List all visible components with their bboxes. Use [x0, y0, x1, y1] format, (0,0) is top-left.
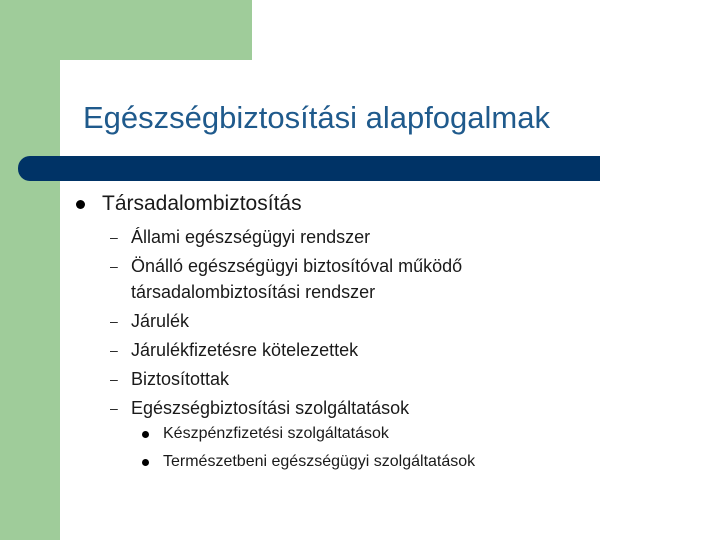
sub-bullet-item [110, 224, 560, 250]
sub-bullet-text: Járulékfizetésre kötelezettek [131, 340, 359, 360]
sub-bullet-list [110, 224, 560, 424]
slide-title: Egészségbiztosítási alapfogalmak [83, 100, 550, 135]
bullet-dot-icon [142, 431, 149, 438]
title-underline-bar [18, 156, 600, 181]
sub-bullet-text: Állami egészségügyi rendszer [131, 227, 371, 247]
dash-icon: – [110, 371, 118, 387]
sub-bullet-text: Járulék [131, 311, 190, 331]
sub-bullet-item [110, 337, 560, 363]
bullet-level1 [76, 192, 302, 216]
dash-icon: – [110, 229, 118, 245]
third-level-item [142, 420, 475, 448]
sub-bullet-text: Önálló egészségügyi biztosítóval működő társadalombiztosítási rendszer [131, 256, 463, 302]
dash-icon: – [110, 400, 118, 416]
dash-icon: – [110, 342, 118, 358]
sub-bullet-item [110, 308, 560, 334]
bullet-level1-text: Társadalombiztosítás [102, 192, 302, 215]
left-green-band [0, 0, 60, 540]
bullet-dot-icon [142, 459, 149, 466]
sub-bullet-item [110, 253, 560, 305]
sub-bullet-text: Egészségbiztosítási szolgáltatások [131, 398, 410, 418]
bullet-dot-icon [76, 200, 85, 209]
third-level-text: Készpénzfizetési szolgáltatások [163, 425, 389, 442]
third-level-text: Természetbeni egészségügyi szolgáltatások [163, 453, 476, 470]
dash-icon: – [110, 258, 118, 274]
third-level-item [142, 448, 475, 476]
top-green-block [60, 0, 252, 60]
sub-bullet-text: Biztosítottak [131, 369, 230, 389]
third-level-list [142, 420, 475, 476]
dash-icon: – [110, 313, 118, 329]
sub-bullet-item [110, 395, 560, 421]
sub-bullet-item [110, 366, 560, 392]
